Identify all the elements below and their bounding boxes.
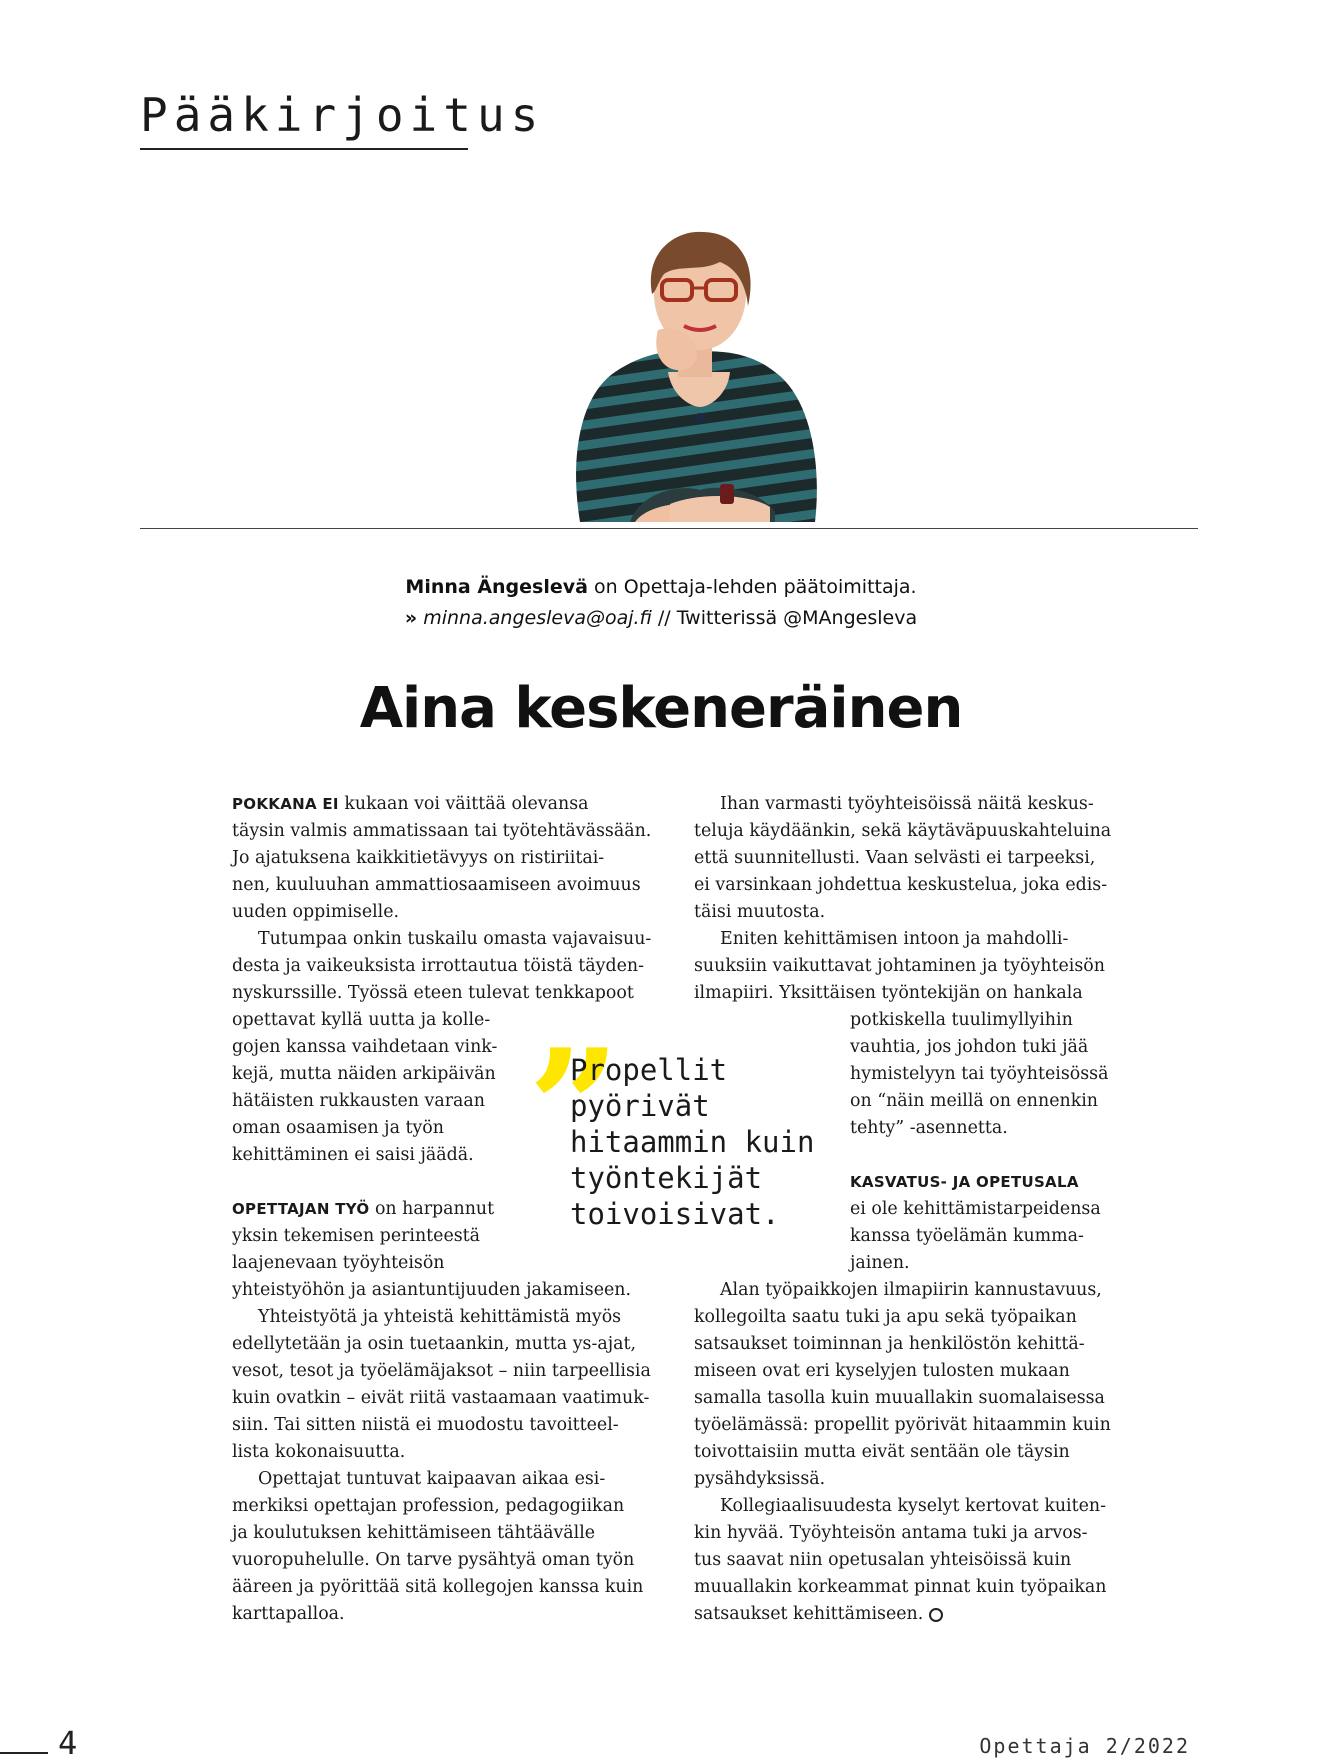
line-text: Yhteistyötä ja yhteistä kehittämistä myös bbox=[258, 1307, 622, 1327]
line-text: tus saavat niin opetusalan yhteisöissä kuin bbox=[694, 1550, 1072, 1570]
line-text: täisi muutosta. bbox=[694, 902, 826, 922]
pull-quote-line: hitaammin kuin bbox=[570, 1125, 815, 1159]
text-line bbox=[232, 791, 672, 818]
line-text: että suunnitellusti. Vaan selvästi ei tarpeeksi, bbox=[694, 848, 1096, 868]
line-text: kuin ovatkin – eivät riitä vastaamaan vaatimuk- bbox=[232, 1388, 650, 1408]
text-line bbox=[694, 980, 1134, 1007]
line-text: miseen ovat eri kyselyjen tulosten mukaan bbox=[694, 1361, 1070, 1381]
line-text: suuksiin vaikuttavat johtaminen ja työyhteisön bbox=[694, 956, 1105, 976]
line-text: ja koulutuksen kehittämiseen tähtäävälle bbox=[232, 1523, 596, 1543]
line-text: nen, kuuluuhan ammattiosaamiseen avoimuus bbox=[232, 875, 641, 895]
text-line bbox=[694, 1304, 1134, 1331]
pull-quote-line: työntekijät bbox=[570, 1161, 763, 1195]
line-text: samalla tasolla kuin muuallakin suomalaisessa bbox=[694, 1388, 1105, 1408]
text-line bbox=[694, 1466, 1134, 1493]
text-line bbox=[232, 953, 672, 980]
line-text: ääreen ja pyörittää sitä kollegojen kanssa kuin bbox=[232, 1577, 644, 1597]
line-text: kin hyvää. Työyhteisön antama tuki ja arvos- bbox=[694, 1523, 1088, 1543]
text-line bbox=[232, 1520, 672, 1547]
byline-contact bbox=[0, 607, 1322, 629]
text-line bbox=[694, 1358, 1134, 1385]
line-text: kejä, mutta näiden arkipäivän bbox=[232, 1064, 496, 1084]
line-text: vauhtia, jos johdon tuki jää bbox=[850, 1037, 1089, 1057]
text-line bbox=[232, 1547, 672, 1574]
lead-in-caps: OPETTAJAN TYÖ bbox=[232, 1200, 370, 1218]
text-line bbox=[850, 1115, 1150, 1142]
line-text: uuden oppimiselle. bbox=[232, 902, 400, 922]
author-twitter: // Twitterissä @MAngesleva bbox=[651, 607, 918, 629]
line-text: potkiskella tuulimyllyihin bbox=[850, 1010, 1073, 1030]
line-text: oman osaamisen ja työn bbox=[232, 1118, 444, 1138]
text-line bbox=[232, 1439, 672, 1466]
byline-author bbox=[0, 576, 1322, 598]
line-text: kukaan voi väittää olevansa bbox=[338, 794, 589, 814]
text-line bbox=[232, 1304, 672, 1331]
line-text: laajenevaan työyhteisön bbox=[232, 1253, 445, 1273]
text-line bbox=[694, 1385, 1134, 1412]
line-text: Jo ajatuksena kaikkitietävyys on ristiriitai- bbox=[232, 848, 605, 868]
text-line bbox=[850, 1034, 1150, 1061]
line-text: kehittäminen ei saisi jäädä. bbox=[232, 1145, 474, 1165]
pull-quote-line: pyörivät bbox=[570, 1089, 710, 1123]
text-line bbox=[850, 1223, 1150, 1250]
text-line bbox=[694, 953, 1134, 980]
article-headline: Aina keskeneräinen bbox=[359, 676, 963, 741]
line-text: muuallakin korkeammat pinnat kuin työpaikan bbox=[694, 1577, 1107, 1597]
line-text: Tutumpaa onkin tuskailu omasta vajavaisuu- bbox=[258, 929, 652, 949]
text-line bbox=[850, 1169, 1150, 1196]
line-text: jainen. bbox=[850, 1253, 910, 1273]
line-text: ei varsinkaan johdettua keskustelua, joka edis- bbox=[694, 875, 1108, 895]
line-text: yhteistyöhön ja asiantuntijuuden jakamiseen. bbox=[232, 1280, 632, 1300]
text-line bbox=[694, 872, 1134, 899]
line-text: hätäisten rukkausten varaan bbox=[232, 1091, 485, 1111]
text-line bbox=[694, 845, 1134, 872]
text-line bbox=[694, 1331, 1134, 1358]
line-text: gojen kanssa vaihdetaan vink- bbox=[232, 1037, 498, 1057]
line-text: vuoropuhelulle. On tarve pysähtyä oman työn bbox=[232, 1550, 635, 1570]
text-line bbox=[232, 1358, 672, 1385]
author-email: minna.angesleva@oaj.fi bbox=[423, 607, 652, 629]
text-line bbox=[232, 1331, 672, 1358]
text-line bbox=[232, 1493, 672, 1520]
text-line bbox=[232, 899, 672, 926]
article-column-right-top bbox=[694, 791, 1134, 1007]
line-text: siin. Tai sitten niistä ei muodostu tavoitteel- bbox=[232, 1415, 619, 1435]
lead-in-caps: POKKANA EI bbox=[232, 795, 339, 813]
line-text: kollegoilta saatu tuki ja apu sekä työpaikan bbox=[694, 1307, 1077, 1327]
line-text: Opettajat tuntuvat kaipaavan aikaa esi- bbox=[258, 1469, 606, 1489]
line-text: kanssa työelämän kumma- bbox=[850, 1226, 1084, 1246]
line-text: on harpannut bbox=[369, 1199, 495, 1219]
line-text: satsaukset kehittämiseen. bbox=[694, 1604, 924, 1624]
text-line bbox=[232, 872, 672, 899]
text-line bbox=[694, 1601, 1134, 1628]
text-line bbox=[232, 1007, 672, 1034]
text-line bbox=[232, 926, 672, 953]
text-line bbox=[850, 1088, 1150, 1115]
text-line bbox=[850, 1061, 1150, 1088]
text-line bbox=[850, 1007, 1150, 1034]
page-number: 4 bbox=[58, 1724, 78, 1762]
author-role: on Opettaja-lehden päätoimittaja. bbox=[587, 576, 917, 598]
text-line bbox=[694, 899, 1134, 926]
line-text: Ihan varmasti työyhteisöissä näitä keskus- bbox=[720, 794, 1094, 814]
article-column-right-wrap bbox=[850, 1007, 1150, 1277]
text-line bbox=[694, 818, 1134, 845]
text-line bbox=[694, 1277, 1134, 1304]
text-line bbox=[232, 1412, 672, 1439]
line-text: teluja käydäänkin, sekä käytäväpuuskahteluina bbox=[694, 821, 1112, 841]
text-line bbox=[694, 926, 1134, 953]
end-mark-icon bbox=[929, 1608, 943, 1622]
line-text: vesot, tesot ja työelämäjaksot – niin tarpeellisia bbox=[232, 1361, 651, 1381]
pull-quote-line: Propellit bbox=[570, 1053, 728, 1087]
text-line bbox=[694, 1547, 1134, 1574]
line-text: työelämässä: propellit pyörivät hitaammin kuin bbox=[694, 1415, 1111, 1435]
line-text: pysähdyksissä. bbox=[694, 1469, 826, 1489]
text-line bbox=[232, 1277, 672, 1304]
line-text: Kollegiaalisuudesta kyselyt kertovat kuiten- bbox=[720, 1496, 1106, 1516]
line-text: tehty” -asennetta. bbox=[850, 1118, 1008, 1138]
section-title: Pääkirjoitus bbox=[140, 88, 545, 142]
pull-quote-line: toivoisivat. bbox=[570, 1197, 780, 1231]
text-line bbox=[232, 845, 672, 872]
text-line bbox=[694, 1412, 1134, 1439]
section-title-underline bbox=[140, 148, 468, 150]
line-text: karttapalloa. bbox=[232, 1604, 345, 1624]
magazine-issue: Opettaja 2/2022 bbox=[979, 1734, 1190, 1758]
text-line bbox=[232, 1574, 672, 1601]
text-line bbox=[232, 1385, 672, 1412]
line-text: hymistelyyn tai työyhteisössä bbox=[850, 1064, 1109, 1084]
text-line bbox=[232, 1466, 672, 1493]
paragraph-gap bbox=[850, 1142, 1150, 1169]
line-text: merkiksi opettajan profession, pedagogiikan bbox=[232, 1496, 625, 1516]
line-text: desta ja vaikeuksista irrottautua töistä täyden- bbox=[232, 956, 644, 976]
line-text: satsaukset toiminnan ja henkilöstön kehittä- bbox=[694, 1334, 1085, 1354]
text-line bbox=[694, 791, 1134, 818]
line-text: on “näin meillä on ennenkin bbox=[850, 1091, 1098, 1111]
line-text: yksin tekemisen perinteestä bbox=[232, 1226, 481, 1246]
author-portrait bbox=[560, 222, 830, 532]
text-line bbox=[850, 1196, 1150, 1223]
lead-in-caps: KASVATUS- JA OPETUSALA bbox=[850, 1173, 1079, 1191]
text-line bbox=[232, 1250, 672, 1277]
text-line bbox=[232, 1601, 672, 1628]
line-text: opettavat kyllä uutta ja kolle- bbox=[232, 1010, 491, 1030]
text-line bbox=[232, 818, 672, 845]
text-line bbox=[232, 980, 672, 1007]
line-text: täysin valmis ammatissaan tai työtehtävässään. bbox=[232, 821, 652, 841]
quote-mark-icon: ” bbox=[528, 1014, 601, 1202]
pull-quote bbox=[570, 1052, 840, 1232]
line-text: ei ole kehittämistarpeidensa bbox=[850, 1199, 1101, 1219]
arrow-icon: » bbox=[404, 607, 418, 629]
footer-rule bbox=[0, 1752, 48, 1754]
text-line bbox=[850, 1250, 1150, 1277]
article-column-right-bottom bbox=[694, 1277, 1134, 1628]
text-line bbox=[694, 1520, 1134, 1547]
text-line bbox=[694, 1493, 1134, 1520]
line-text: toivottaisiin mutta eivät sentään ole täysin bbox=[694, 1442, 1070, 1462]
line-text: edellytetään ja osin tuetaankin, mutta ys-ajat, bbox=[232, 1334, 636, 1354]
line-text: lista kokonaisuutta. bbox=[232, 1442, 406, 1462]
author-name: Minna Ängeslevä bbox=[405, 576, 588, 598]
divider-line bbox=[140, 528, 1198, 529]
text-line bbox=[694, 1439, 1134, 1466]
line-text: nyskurssille. Työssä eteen tulevat tenkkapoot bbox=[232, 983, 634, 1003]
line-text: Alan työpaikkojen ilmapiirin kannustavuus, bbox=[720, 1280, 1102, 1300]
line-text: Eniten kehittämisen intoon ja mahdolli- bbox=[720, 929, 1069, 949]
line-text: ilmapiiri. Yksittäisen työntekijän on hankala bbox=[694, 983, 1083, 1003]
text-line bbox=[694, 1574, 1134, 1601]
